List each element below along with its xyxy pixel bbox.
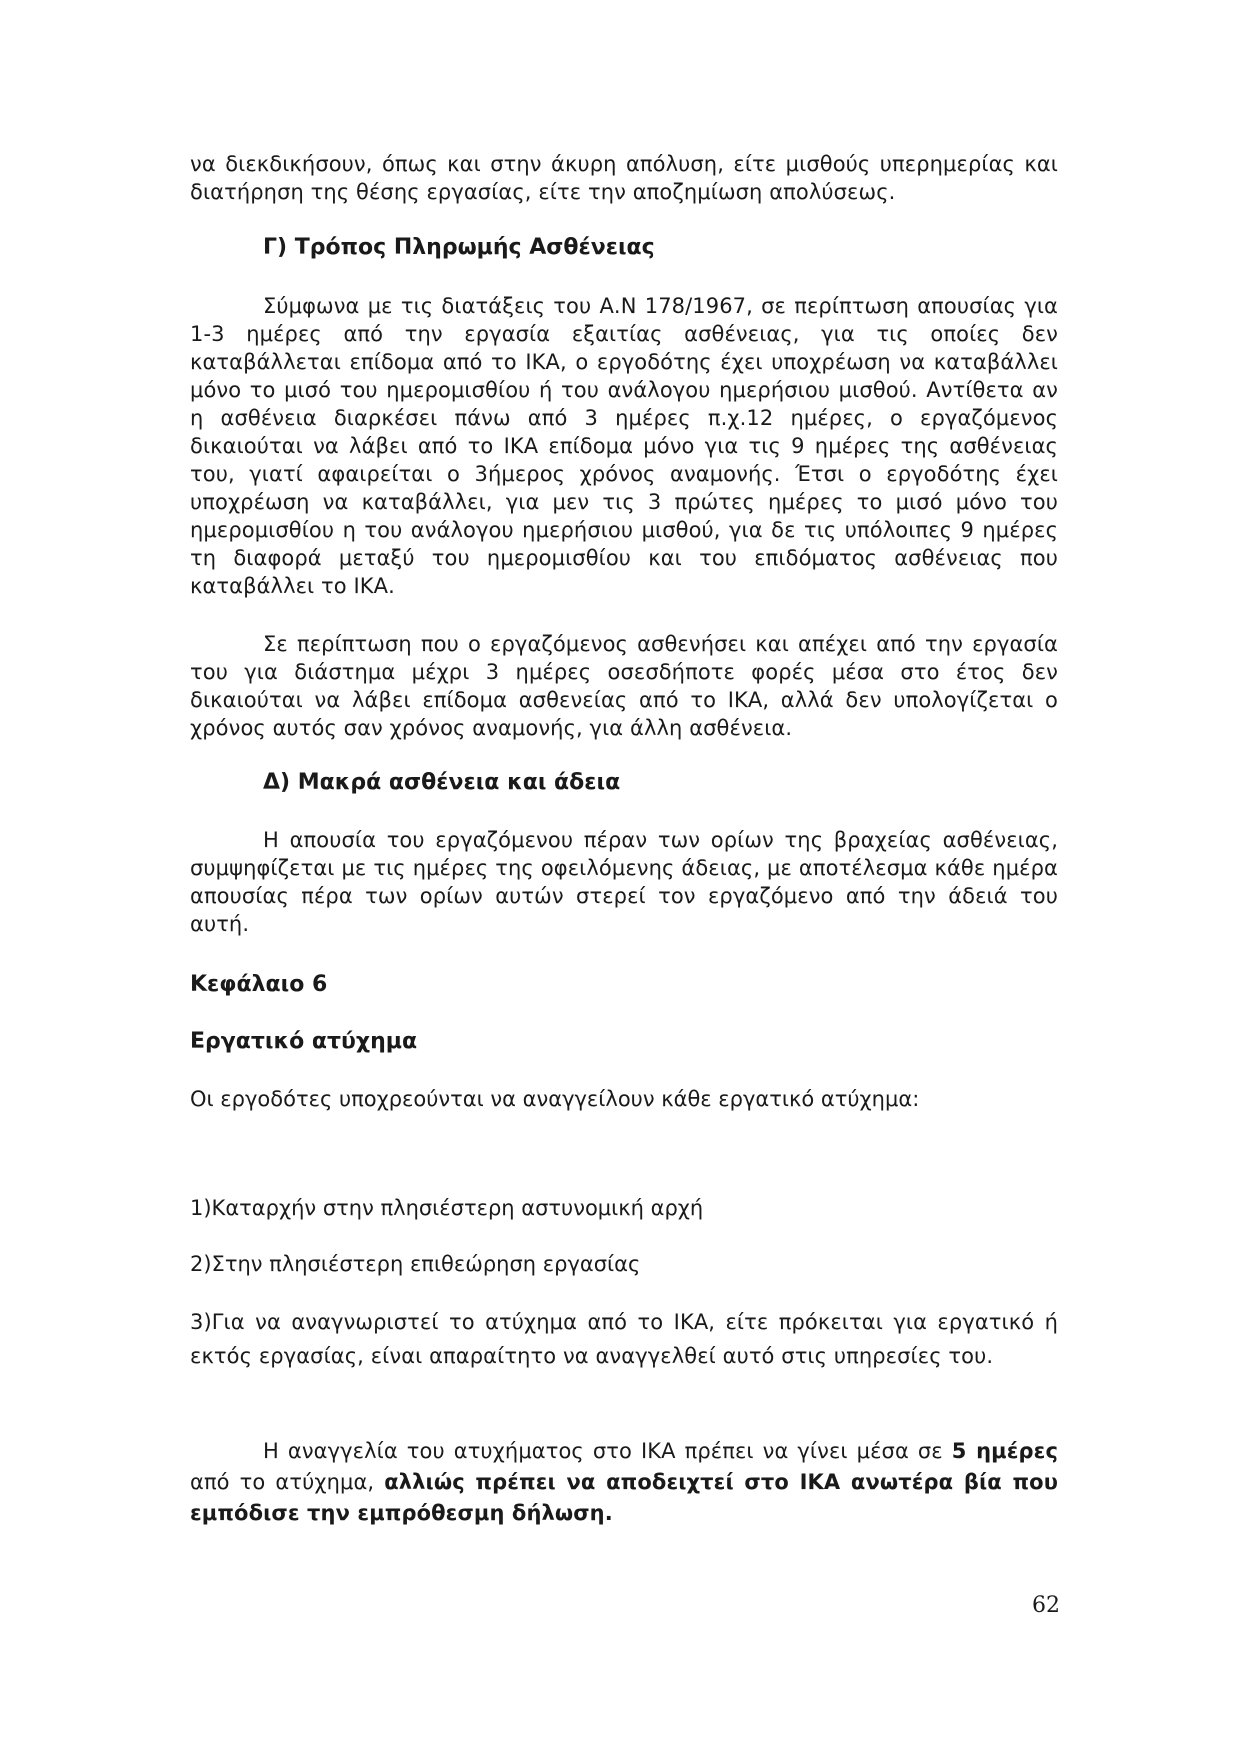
section-gamma-paragraph-2: Σε περίπτωση που ο εργαζόμενος ασθενήσει και απέχει από την εργασία του για διάστημα μέχρι 3 ημέρες οσεσδήποτε φορές μέσα στο έτος δεν δικαιούται να λάβει επίδομα ασθενείας από το ΙΚΑ, αλλά δεν υπολογίζεται ο χρόνος αυτός σαν χρόνος αναμονής, για άλλη ασθένεια.	[190, 632, 1058, 740]
section-delta-heading: Δ) Μακρά ασθένεια και άδεια	[263, 770, 621, 795]
intro-paragraph-block	[190, 150, 1058, 206]
final-paragraph-bold-1: 5 ημέρες	[951, 1439, 1058, 1463]
page-number: 62	[1032, 1593, 1060, 1618]
obligation-paragraph: Οι εργοδότες υποχρεούνται να αναγγείλουν κάθε εργατικό ατύχημα:	[190, 1087, 920, 1111]
section-delta-heading-block	[190, 768, 1058, 798]
section-gamma-heading: Γ) Τρόπος Πληρωμής Ασθένειας	[263, 235, 655, 260]
final-paragraph-block	[190, 1436, 1058, 1529]
chapter-heading: Κεφάλαιο 6	[190, 972, 328, 997]
list-item-3-block	[190, 1305, 1058, 1373]
section-gamma-paragraph-1: Σύμφωνα με τις διατάξεις του Α.Ν 178/1967, σε περίπτωση απουσίας για 1-3 ημέρες από την εργασία εξαιτίας ασθένειας, για τις οποίες δεν καταβάλλεται επίδομα από το ΙΚΑ, ο εργοδότης έχει υποχρέωση να καταβάλλει μόνο το μισό του ημερομισθίου ή του ανάλογου ημερήσιου μισθού. Αντίθετα αν η ασθένεια διαρκέσει πάνω από 3 ημέρες π.χ.12 ημέρες, ο εργαζόμενος δικαιούται να λάβει από το ΙΚΑ επίδομα μόνο για τις 9 ημέρες της ασθένειας του, γιατί αφαιρείται ο 3ήμερος χρόνος αναμονής. Έτσι ο εργοδότης έχει υποχρέωση να καταβάλλει, για μεν τις 3 πρώτες ημέρες το μισό μόνο του ημερομισθίου η του ανάλογου ημερήσιου μισθού, για δε τις υπόλοιπες 9 ημέρες τη διαφορά μεταξύ του ημερομισθίου και του επιδόματος ασθένειας που καταβάλλει το ΙΚΑ.	[190, 294, 1058, 598]
list-item: 1)Καταρχήν στην πλησιέστερη αστυνομική αρχή	[190, 1196, 704, 1220]
list-item: 3)Για να αναγνωριστεί το ατύχημα από το ΙΚΑ, είτε πρόκειται για εργατικό ή εκτός εργασίας, είναι απαραίτητο να αναγγελθεί αυτό στις υπηρεσίες του.	[190, 1310, 1058, 1368]
section-gamma-heading-block	[190, 233, 1058, 263]
section-delta-paragraph: Η απουσία του εργαζόμενου πέραν των ορίων της βραχείας ασθένειας, συμψηφίζεται με τις ημέρες της οφειλόμενης άδειας, με αποτέλεσμα κάθε ημέρα απουσίας πέρα των ορίων αυτών στερεί τον εργαζόμενο από την άδειά του αυτή.	[190, 828, 1058, 936]
obligation-paragraph-block	[190, 1085, 1058, 1113]
accident-heading-block	[190, 1027, 1058, 1057]
list-item: 2)Στην πλησιέστερη επιθεώρηση εργασίας	[190, 1252, 641, 1276]
section-delta-paragraph-block	[190, 826, 1058, 938]
list-item-1-block	[190, 1194, 1058, 1222]
final-paragraph	[190, 1436, 1058, 1529]
chapter-heading-block	[190, 970, 1058, 1000]
intro-paragraph: να διεκδικήσουν, όπως και στην άκυρη απόλυση, είτε μισθούς υπερημερίας και διατήρηση της θέσης εργασίας, είτε την αποζημίωση απολύσεως.	[190, 152, 1058, 204]
list-item-2-block	[190, 1250, 1058, 1278]
accident-heading: Εργατικό ατύχημα	[190, 1029, 418, 1054]
final-paragraph-text-2: από το ατύχημα,	[190, 1470, 385, 1494]
final-paragraph-text-1: Η αναγγελία του ατυχήματος στο ΙΚΑ πρέπει να γίνει μέσα σε	[263, 1439, 952, 1463]
section-gamma-paragraph-1-block	[190, 292, 1058, 600]
section-gamma-paragraph-2-block	[190, 630, 1058, 742]
final-paragraph-bold-2: αλλιώς πρέπει να αποδειχτεί στο ΙΚΑ ανωτέρα βία που εμπόδισε την εμπρόθεσμη δήλωση.	[190, 1470, 1058, 1525]
